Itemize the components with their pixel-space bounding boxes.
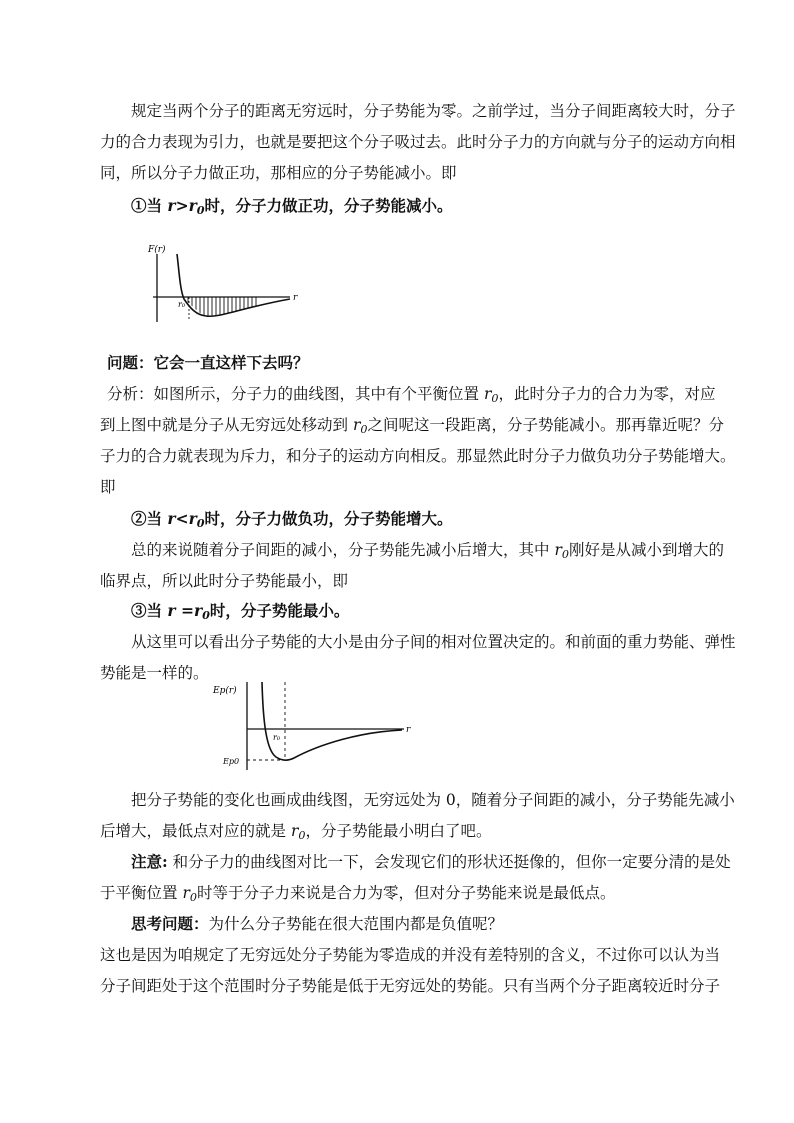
note-label: 注意:: [131, 852, 168, 871]
y-axis-label: F(r): [148, 245, 166, 255]
paragraph-1-line-1: 规定当两个分子的距离无穷远时，分子势能为零。之前学过，当分子间距离较大时，分子: [131, 102, 736, 120]
paragraph-6-line-1: 这也是因为咱规定了无穷远处分子势能为零造成的并没有差特别的含义，不过你可以认为当: [100, 946, 721, 964]
rule-1: ①当 $r>r_0$时，分子力做正功，分子势能减小。: [131, 196, 453, 217]
potential-energy-figure: [210, 680, 415, 772]
ep0-label: Ep0: [223, 757, 240, 766]
paragraph-4-line-1: 从这里可以看出分子势能的大小是由分子间的相对位置决定的。和前面的重力势能、弹性: [131, 633, 736, 651]
question-heading: 问题：它会一直这样下去吗？: [107, 353, 309, 372]
paragraph-2-line-1: 分析：如图所示，分子力的曲线图，其中有个平衡位置 $r_0$，此时分子力的合力为零，对应: [107, 385, 716, 405]
paragraph-5-line-1: 把分子势能的变化也画成曲线图，无穷远处为 0，随着分子间距的减小，分子势能先减小: [131, 791, 735, 809]
r0-label: r₀: [178, 300, 186, 309]
force-curve-figure: [140, 240, 310, 335]
paragraph-1-line-3: 同，所以分子力做正功，那相应的分子势能减小。即: [100, 164, 457, 182]
x-axis-label: r: [293, 293, 298, 303]
paragraph-6-line-2: 分子间距处于这个范围时分子势能是低于无穷远处的势能。只有当两个分子距离较近时分子: [100, 977, 721, 995]
paragraph-4-line-2: 势能是一样的。: [100, 664, 209, 682]
paragraph-3-line-2: 临界点，所以此时分子势能最小，即: [100, 572, 349, 590]
paragraph-5-line-2: 后增大，最低点对应的就是 $r_0$，分子势能最小明白了吧。: [100, 822, 492, 842]
x-axis-label: r: [406, 725, 411, 735]
think-question: 思考问题：为什么分子势能在很大范围内都是负值呢？: [131, 914, 504, 933]
potential-curve: [262, 682, 402, 760]
r0-label: r₀: [273, 733, 281, 742]
paragraph-2-line-3: 子力的合力就表现为斥力，和分子的运动方向相反。那显然此时分子力做负功分子势能增大。: [100, 447, 736, 465]
paragraph-2-line-2: 到上图中就是分子从无穷远处移动到 $r_0$之间呢这一段距离，分子势能减小。那再靠近呢？分: [100, 416, 724, 436]
note-line-1: 注意: 和分子力的曲线图对比一下，会发现它们的形状还挺像的，但你一定要分清的是处: [131, 852, 731, 871]
paragraph-3-line-1: 总的来说随着分子间距的减小，分子势能先减小后增大，其中 $r_0$刚好是从减小到增大的: [131, 541, 724, 561]
force-curve: [177, 254, 290, 316]
note-line-2: 于平衡位置 $r_0$时等于分子力来说是合力为零，但对分子势能来说是最低点。: [100, 884, 616, 904]
rule-2: ②当 $r<r_0$时，分子力做负功，分子势能增大。: [131, 509, 453, 530]
y-axis-label: Ep(r): [213, 686, 237, 696]
rule-3: ③当 $r =r_0$时，分子势能最小。: [131, 601, 350, 622]
paragraph-1-line-2: 力的合力表现为引力，也就是要把这个分子吸过去。此时分子力的方向就与分子的运动方向相: [100, 133, 736, 151]
think-label: 思考问题：: [131, 914, 209, 933]
paragraph-2-line-4: 即: [100, 478, 116, 496]
